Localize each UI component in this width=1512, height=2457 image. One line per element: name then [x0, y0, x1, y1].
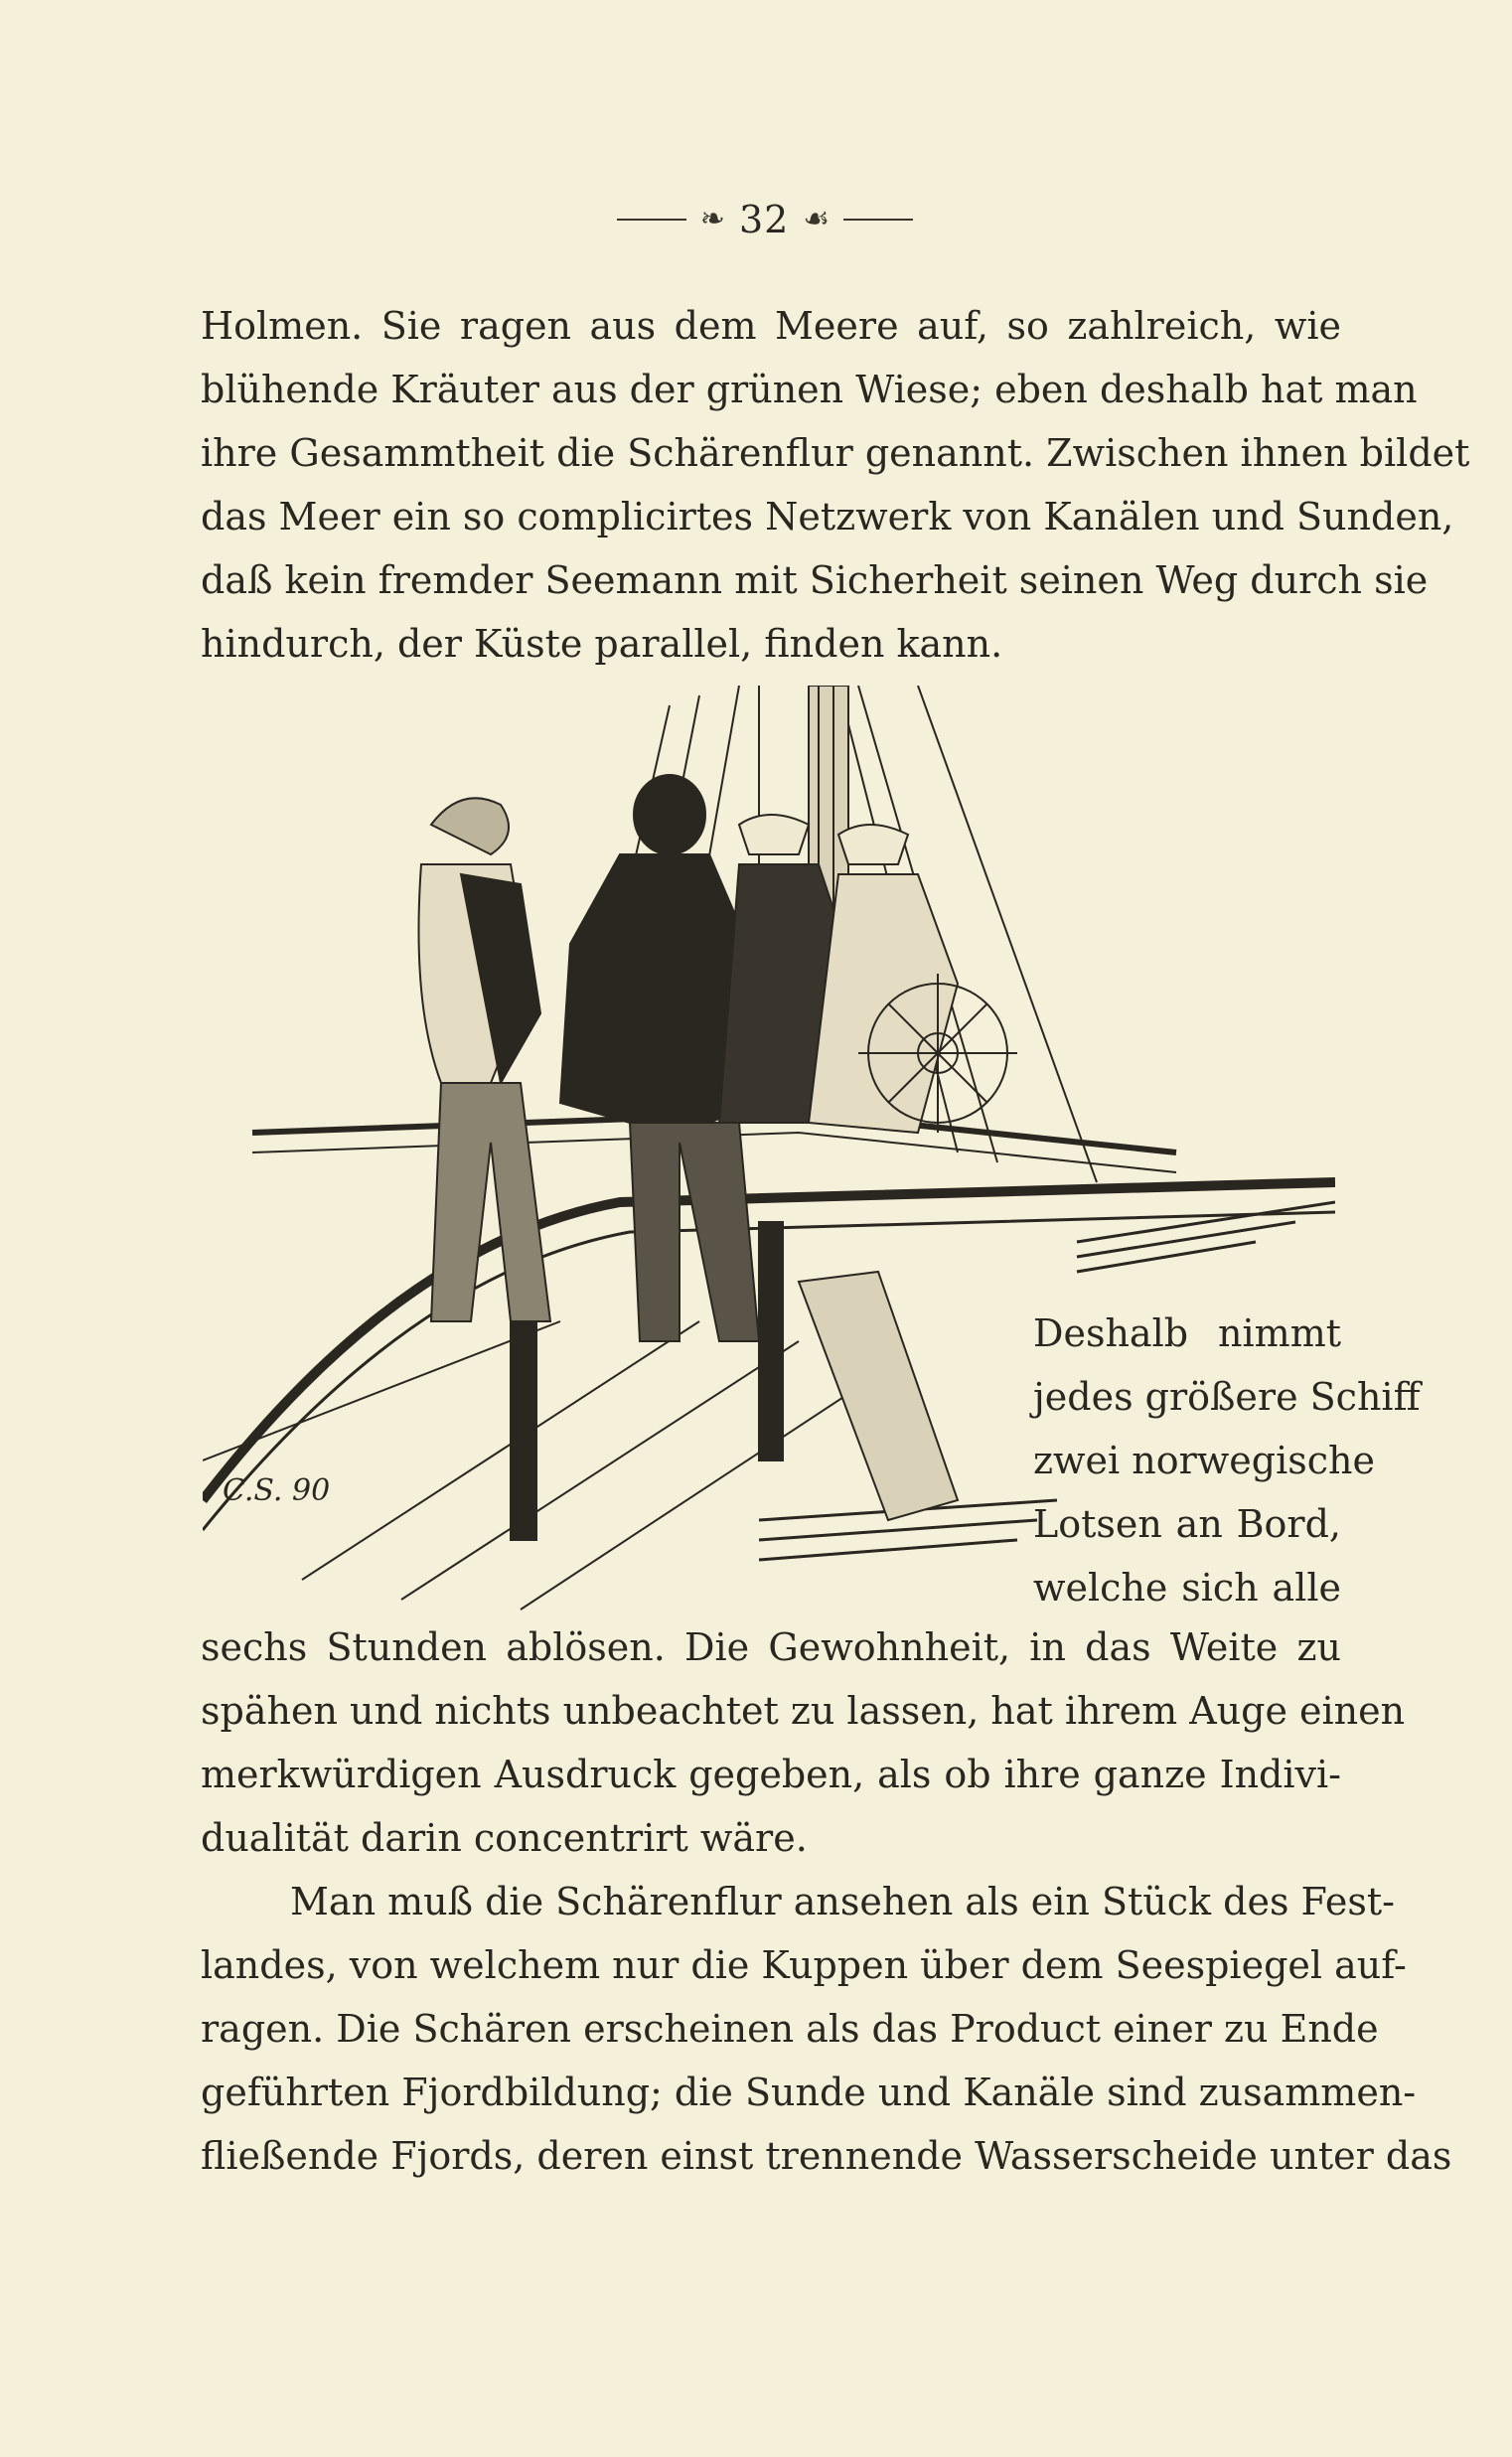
artist-signature: C.S. 90	[223, 1473, 331, 1508]
text-line: Deshalb nimmt	[1033, 1311, 1341, 1355]
text-line: spähen und nichts unbeachtet zu lassen, hat ihrem Auge einen	[201, 1689, 1406, 1733]
text-line: Man muß die Schärenflur ansehen als ein Stück des Fest-	[290, 1880, 1395, 1923]
paragraph-top	[201, 294, 1470, 676]
text-line: ihre Gesammtheit die Schärenflur genannt. Zwischen ihnen bildet	[201, 431, 1470, 475]
text-line: geführten Fjordbildung; die Sunde und Kanäle sind zusammen-	[201, 2071, 1417, 2114]
text-line: fließende Fjords, deren einst trennende Wasserscheide unter das	[201, 2134, 1452, 2178]
text-line: merkwürdigen Ausdruck gegeben, als ob ihre ganze Indivi-	[201, 1753, 1341, 1796]
paragraph-bottom	[201, 1615, 1452, 2188]
text-line: Lotsen an Bord,	[1033, 1502, 1341, 1546]
text-line: ragen. Die Schären erscheinen als das Product einer zu Ende	[201, 2007, 1379, 2051]
text-line: landes, von welchem nur die Kuppen über dem Seespiegel auf-	[201, 1943, 1407, 1987]
text-line: Holmen. Sie ragen aus dem Meere auf, so zahlreich, wie	[201, 304, 1341, 348]
paragraph-side	[1033, 1302, 1421, 1619]
page-header	[556, 195, 974, 244]
text-line: jedes größere Schiff	[1033, 1375, 1421, 1419]
ornament-left-icon: ❧	[699, 202, 725, 236]
text-line: das Meer ein so complicirtes Netzwerk von Kanälen und Sunden,	[201, 495, 1454, 538]
header-rule-right	[843, 219, 913, 221]
text-line: zwei norwegische	[1033, 1439, 1376, 1482]
text-line: sechs Stunden ablösen. Die Gewohnheit, in das Weite zu	[201, 1625, 1341, 1669]
header-rule-left	[617, 219, 686, 221]
text-line: blühende Kräuter aus der grünen Wiese; eben deshalb hat man	[201, 368, 1418, 411]
text-line: dualität darin concentrirt wäre.	[201, 1816, 808, 1860]
page-number: 32	[738, 198, 790, 241]
text-line: daß kein fremder Seemann mit Sicherheit seinen Weg durch sie	[201, 558, 1429, 602]
text-line: hindurch, der Küste parallel, finden kann.	[201, 622, 1003, 666]
ornament-right-icon: ☙	[803, 202, 831, 236]
text-line: welche sich alle	[1033, 1566, 1341, 1610]
